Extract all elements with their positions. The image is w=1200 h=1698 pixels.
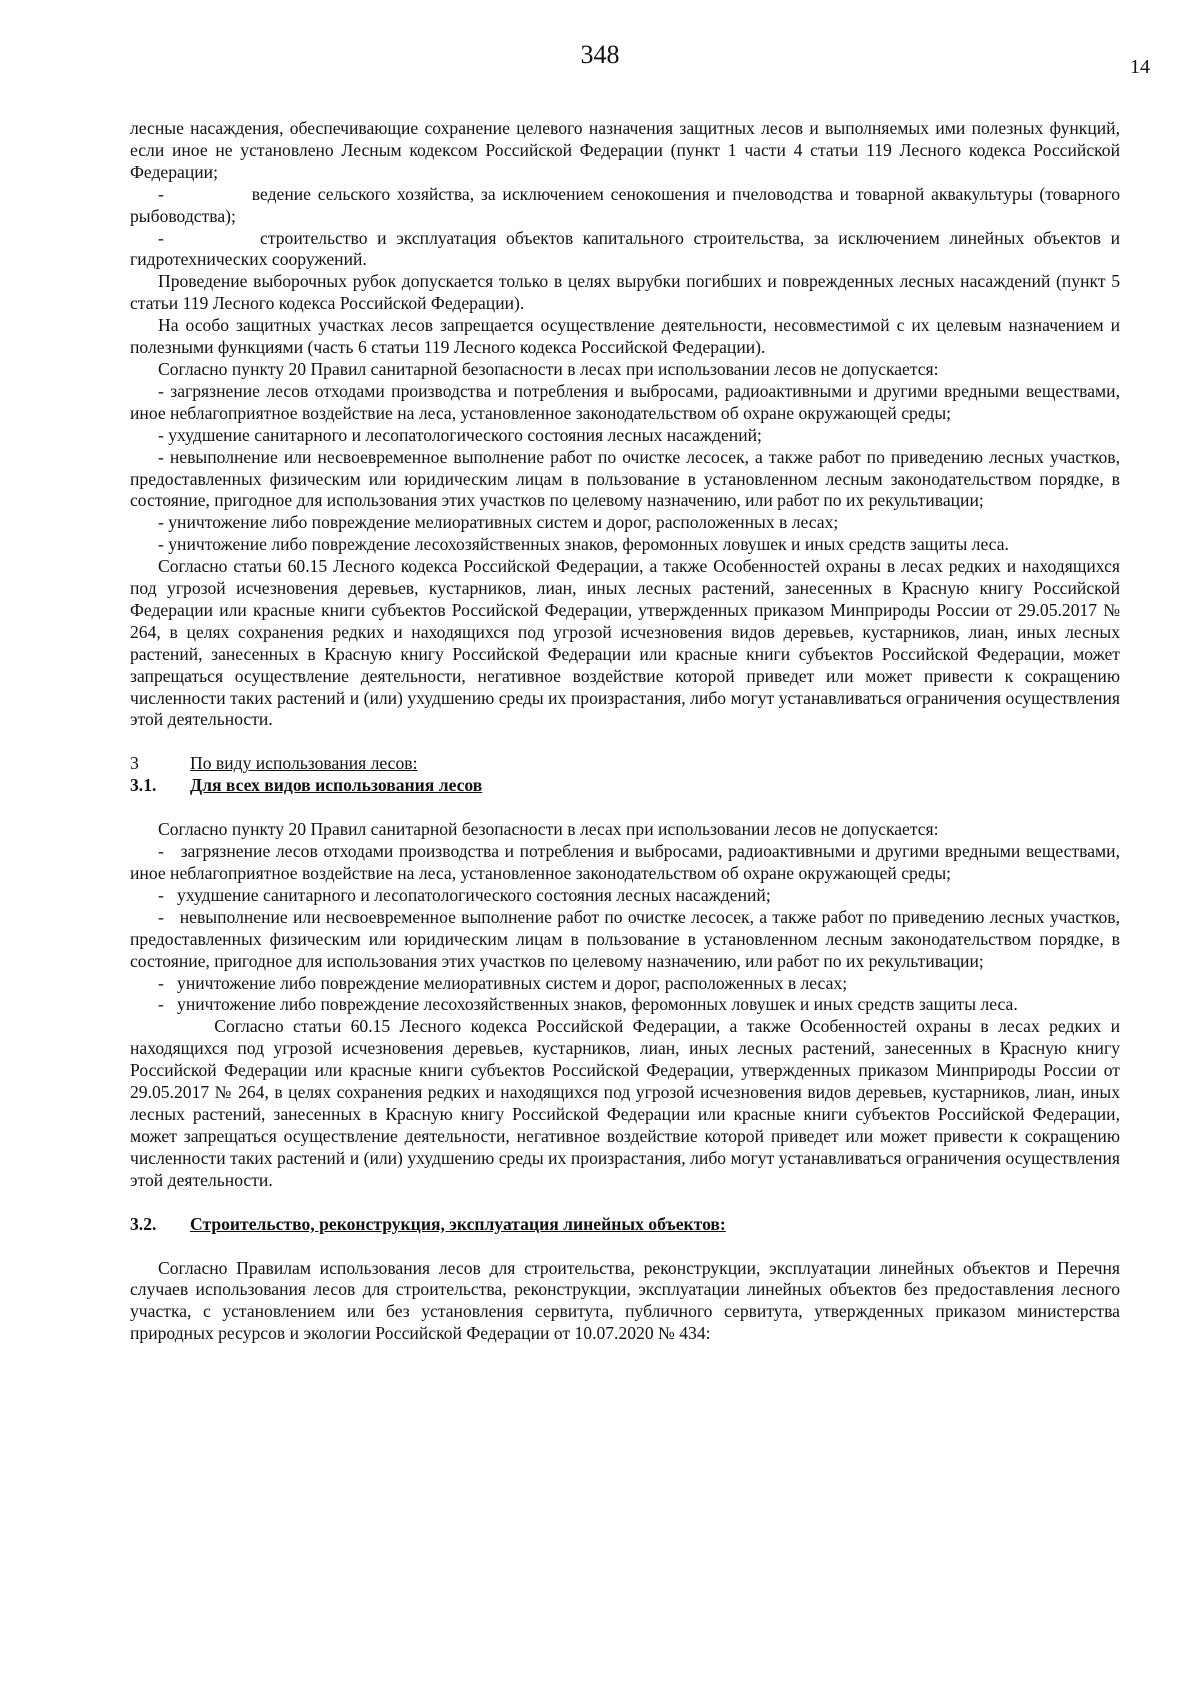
list-item: - уничтожение либо повреждение мелиоративных систем и дорог, расположенных в лесах;: [158, 972, 848, 993]
section-3-heading: [130, 753, 1120, 775]
list-item: - уничтожение либо повреждение лесохозяйственных знаков, феромонных ловушек и иных средств защиты леса.: [158, 994, 1018, 1015]
paragraph: лесные насаждения, обеспечивающие сохранение целевого назначения защитных лесов и выполняемых ими полезных функций, если иное не установлено Лесным кодексом Российской Федерации (пункт 1 части 4 статьи 119 Лесного кодекса Российской Федерации;: [130, 118, 1120, 182]
section-3-1-heading: [130, 775, 1120, 797]
paragraph: Согласно статьи 60.15 Лесного кодекса Российской Федерации, а также Особенностей охраны в лесах редких и находящихся под угрозой исчезновения деревьев, кустарников, лиан, иных лесных растений, занесенных в Красную книгу Российской Федерации или красные книги субъектов Российской Федерации, утвержденных приказом Минприроды России от 29.05.2017 № 264, в целях сохранения редких и находящихся под угрозой исчезновения видов деревьев, кустарников, лиан, иных лесных растений, занесенных в Красную книгу Российской Федерации или красные книги субъектов Российской Федерации, может запрещаться осуществление деятельности, негативное воздействие которой приведет или может привести к сокращению численности таких растений и (или) ухудшению среды их произрастания, либо могут устанавливаться ограничения осуществления этой деятельности.: [130, 1016, 1120, 1190]
list-item: - уничтожение либо повреждение лесохозяйственных знаков, феромонных ловушек и иных средств защиты леса.: [158, 534, 1009, 555]
paragraph: Проведение выборочных рубок допускается только в целях вырубки погибших и поврежденных лесных насаждений (пункт 5 статьи 119 Лесного кодекса Российской Федерации).: [130, 271, 1120, 314]
list-item: - ведение сельского хозяйства, за исключением сенокошения и пчеловодства и товарной аквакультуры (товарного рыбоводства);: [130, 183, 1120, 226]
section-title: Для всех видов использования лесов: [190, 775, 483, 796]
paragraph: Согласно Правилам использования лесов для строительства, реконструкции, эксплуатации линейных объектов и Перечня случаев использования лесов для строительства, реконструкции, эксплуатации линейных объектов без предоставления лесного участка, с установлением или без установления сервитута, публичного сервитута, утвержденных приказом министерства природных ресурсов и экологии Российской Федерации от 10.07.2020 № 434:: [130, 1257, 1120, 1344]
page-number-right: 14: [1130, 56, 1150, 78]
list-item: - загрязнение лесов отходами производства и потребления и выбросами, радиоактивными и другими вредными веществами, иное неблагоприятное воздействие на леса, установленное законодательством об охране окружающей среды;: [130, 380, 1120, 423]
section-number: 3: [130, 753, 139, 774]
paragraph: Согласно пункту 20 Правил санитарной безопасности в лесах при использовании лесов не допускается:: [158, 819, 939, 840]
section-number: 3.2.: [130, 1213, 157, 1234]
list-item: - невыполнение или несвоевременное выполнение работ по очистке лесосек, а также работ по приведению лесных участков, предоставленных физическим или юридическим лицам в пользование в установленном лесным законодательством порядке, в состояние, пригодное для использования этих участков по целевому назначению, или работ по их рекультивации;: [130, 446, 1120, 511]
list-item: - ухудшение санитарного и лесопатологического состояния лесных насаждений;: [158, 424, 762, 445]
list-item: - уничтожение либо повреждение мелиоративных систем и дорог, расположенных в лесах;: [158, 512, 839, 533]
document-body: [130, 118, 1120, 1345]
paragraph: На особо защитных участках лесов запрещается осуществление деятельности, несовместимой с их целевым назначением и полезными функциями (часть 6 статьи 119 Лесного кодекса Российской Федерации).: [130, 315, 1120, 358]
section-number: 3.1.: [130, 775, 157, 796]
list-item: - загрязнение лесов отходами производства и потребления и выбросами, радиоактивными и другими вредными веществами, иное неблагоприятное воздействие на леса, установленное законодательством об охране окружающей среды;: [130, 841, 1120, 883]
list-item: - строительство и эксплуатация объектов капитального строительства, за исключением линейных объектов и гидротехнических сооружений.: [130, 227, 1120, 270]
paragraph: Согласно статьи 60.15 Лесного кодекса Российской Федерации, а также Особенностей охраны в лесах редких и находящихся под угрозой исчезновения деревьев, кустарников, лиан, иных лесных растений, занесенных в Красную книгу Российской Федерации или красные книги субъектов Российской Федерации, утвержденных приказом Минприроды России от 29.05.2017 № 264, в целях сохранения редких и находящихся под угрозой исчезновения видов деревьев, кустарников, лиан, иных лесных растений, занесенных в Красную книгу Российской Федерации или красные книги субъектов Российской Федерации, может запрещаться осуществление деятельности, негативное воздействие которой приведет или может привести к сокращению численности таких растений и (или) ухудшению среды их произрастания, либо могут устанавливаться ограничения осуществления этой деятельности.: [130, 556, 1120, 730]
section-title: По виду использования лесов:: [190, 753, 418, 774]
paragraph: Согласно пункту 20 Правил санитарной безопасности в лесах при использовании лесов не допускается:: [158, 358, 939, 379]
list-item: - ухудшение санитарного и лесопатологического состояния лесных насаждений;: [158, 884, 771, 905]
page-number-top: 348: [580, 40, 620, 69]
section-title: Строительство, реконструкция, эксплуатация линейных объектов:: [190, 1213, 726, 1234]
section-3-2-heading: [130, 1214, 1120, 1236]
list-item: - невыполнение или несвоевременное выполнение работ по очистке лесосек, а также работ по приведению лесных участков, предоставленных физическим или юридическим лицам в пользование в установленном лесным законодательством порядке, в состояние, пригодное для использования этих участков по целевому назначению, или работ по их рекультивации;: [130, 906, 1120, 971]
